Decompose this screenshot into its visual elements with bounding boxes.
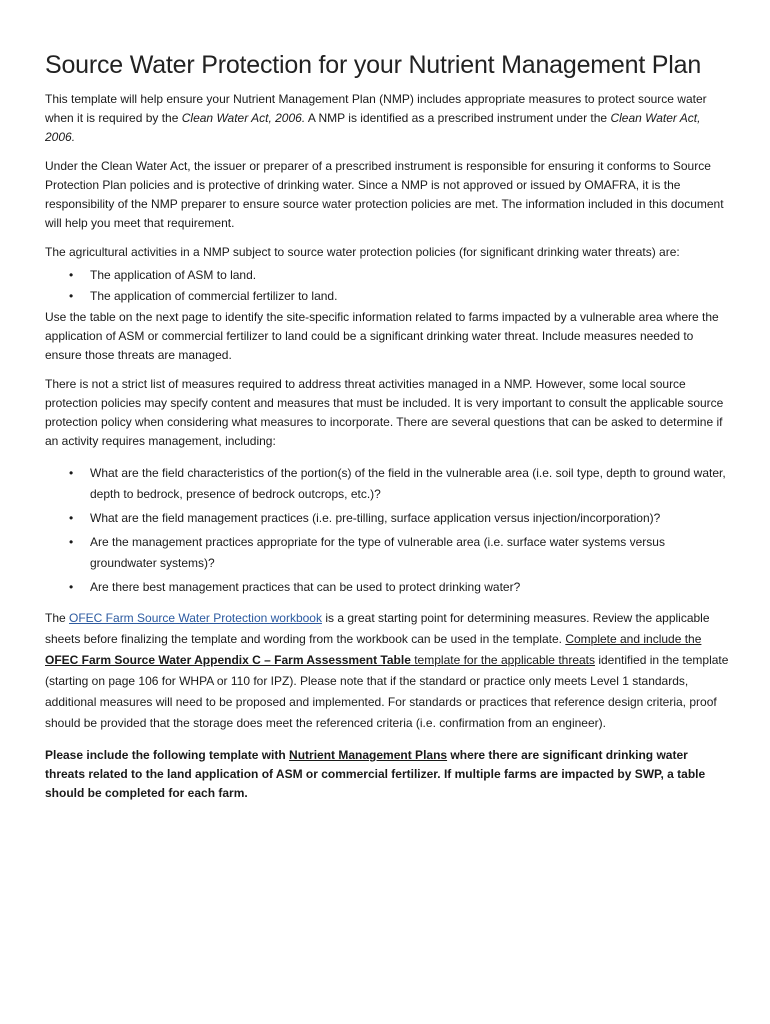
workbook-text-1: is a great starting point for determining measures. Review the applicable sheets before finalizing the template and wording from the workbook can be used in the template. xyxy=(45,611,710,646)
list-item xyxy=(45,577,730,598)
ofec-workbook-link[interactable]: OFEC Farm Source Water Protection workbook xyxy=(69,611,322,625)
final-text-1: Please include the following template with xyxy=(45,748,290,762)
intro-text-1: This template will help ensure your Nutrient Management Plan (NMP) includes appropriate measures to protect source water when it is required by the xyxy=(45,92,707,125)
list-item-text: The application of ASM to land. xyxy=(90,268,257,282)
bullet-icon: • xyxy=(69,535,74,549)
list-item-text: Are there best management practices that can be used to protect drinking water? xyxy=(90,580,521,594)
list-item xyxy=(45,532,730,574)
table-usage-paragraph: Use the table on the next page to identify the site-specific information related to farms impacted by a vulnerable area where the application of ASM or commercial fertilizer to land could be a significant drinking water threat. Include measures needed to ensure those threats are managed. xyxy=(45,310,719,362)
workbook-text-the: The xyxy=(45,611,70,625)
complete-include-underlined: Complete and include the xyxy=(565,632,702,646)
list-item xyxy=(45,265,730,286)
clean-water-act-paragraph: Under the Clean Water Act, the issuer or preparer of a prescribed instrument is responsible for ensuring it conforms to Source Protection Plan policies and is protective of drinking water. Since a NMP is not approved or issued by OMAFRA, it is the responsibility of the NMP preparer to ensure source water protection policies are met. The information included in this document will help you meet that requirement. xyxy=(45,159,724,230)
final-instruction-paragraph xyxy=(45,746,730,803)
template-threats-underlined: template for the applicable threats xyxy=(410,653,595,667)
list-item-text: Are the management practices appropriate for the type of vulnerable area (i.e. surface water systems versus groundwater systems)? xyxy=(90,535,665,570)
bullet-icon: • xyxy=(69,289,74,303)
activities-intro-paragraph: The agricultural activities in a NMP subject to source water protection policies (for significant drinking water threats) are: xyxy=(45,245,680,259)
list-item xyxy=(45,286,730,307)
intro-paragraph xyxy=(45,90,730,147)
list-item xyxy=(45,463,730,505)
activities-list xyxy=(45,265,730,307)
document-page xyxy=(45,48,730,803)
measures-paragraph: There is not a strict list of measures required to address threat activities managed in a NMP. However, some local source protection policies may specify content and measures that must be included. It is very important to consult the applicable source protection policy when considering what measures to incorporate. There are several questions that can be asked to determine if an activity requires management, including: xyxy=(45,377,724,448)
intro-act-2: Clean Water Act, 2006. xyxy=(45,111,701,144)
bullet-icon: • xyxy=(69,268,74,282)
list-item-text: The application of commercial fertilizer to land. xyxy=(90,289,338,303)
list-item-text: What are the field characteristics of the portion(s) of the field in the vulnerable area (i.e. soil type, depth to ground water, depth to bedrock, presence of bedrock outcrops, etc.)? xyxy=(90,466,726,501)
list-item xyxy=(45,508,730,529)
workbook-text-2: identified in the template (starting on page 106 for WHPA or 110 for IPZ). Please note that if the standard or practice only meets Level 1 standards, additional measures will need to be proposed and implemented. For standards or practices that reference design criteria, proof should be provided that the storage does meet the referenced criteria (i.e. confirmation from an engineer). xyxy=(45,653,729,730)
bullet-icon: • xyxy=(69,580,74,594)
bullet-icon: • xyxy=(69,511,74,525)
list-item-text: What are the field management practices (i.e. pre-tilling, surface application versus injection/incorporation)? xyxy=(90,511,661,525)
bullet-icon: • xyxy=(69,466,74,480)
intro-act-1: Clean Water Act, 2006. xyxy=(181,111,306,125)
nmp-underlined: Nutrient Management Plans xyxy=(289,748,448,762)
questions-list xyxy=(45,463,730,598)
workbook-paragraph xyxy=(45,608,730,734)
intro-text-2: A NMP is identified as a prescribed instrument under the xyxy=(305,111,611,125)
appendix-c-title: OFEC Farm Source Water Appendix C – Farm Assessment Table xyxy=(45,653,411,667)
final-text-2: where there are significant drinking water threats related to the land application of ASM or commercial fertilizer. If multiple farms are impacted by SWP, a table should be completed for each farm. xyxy=(45,748,706,800)
page-title: Source Water Protection for your Nutrient Management Plan xyxy=(45,51,702,79)
